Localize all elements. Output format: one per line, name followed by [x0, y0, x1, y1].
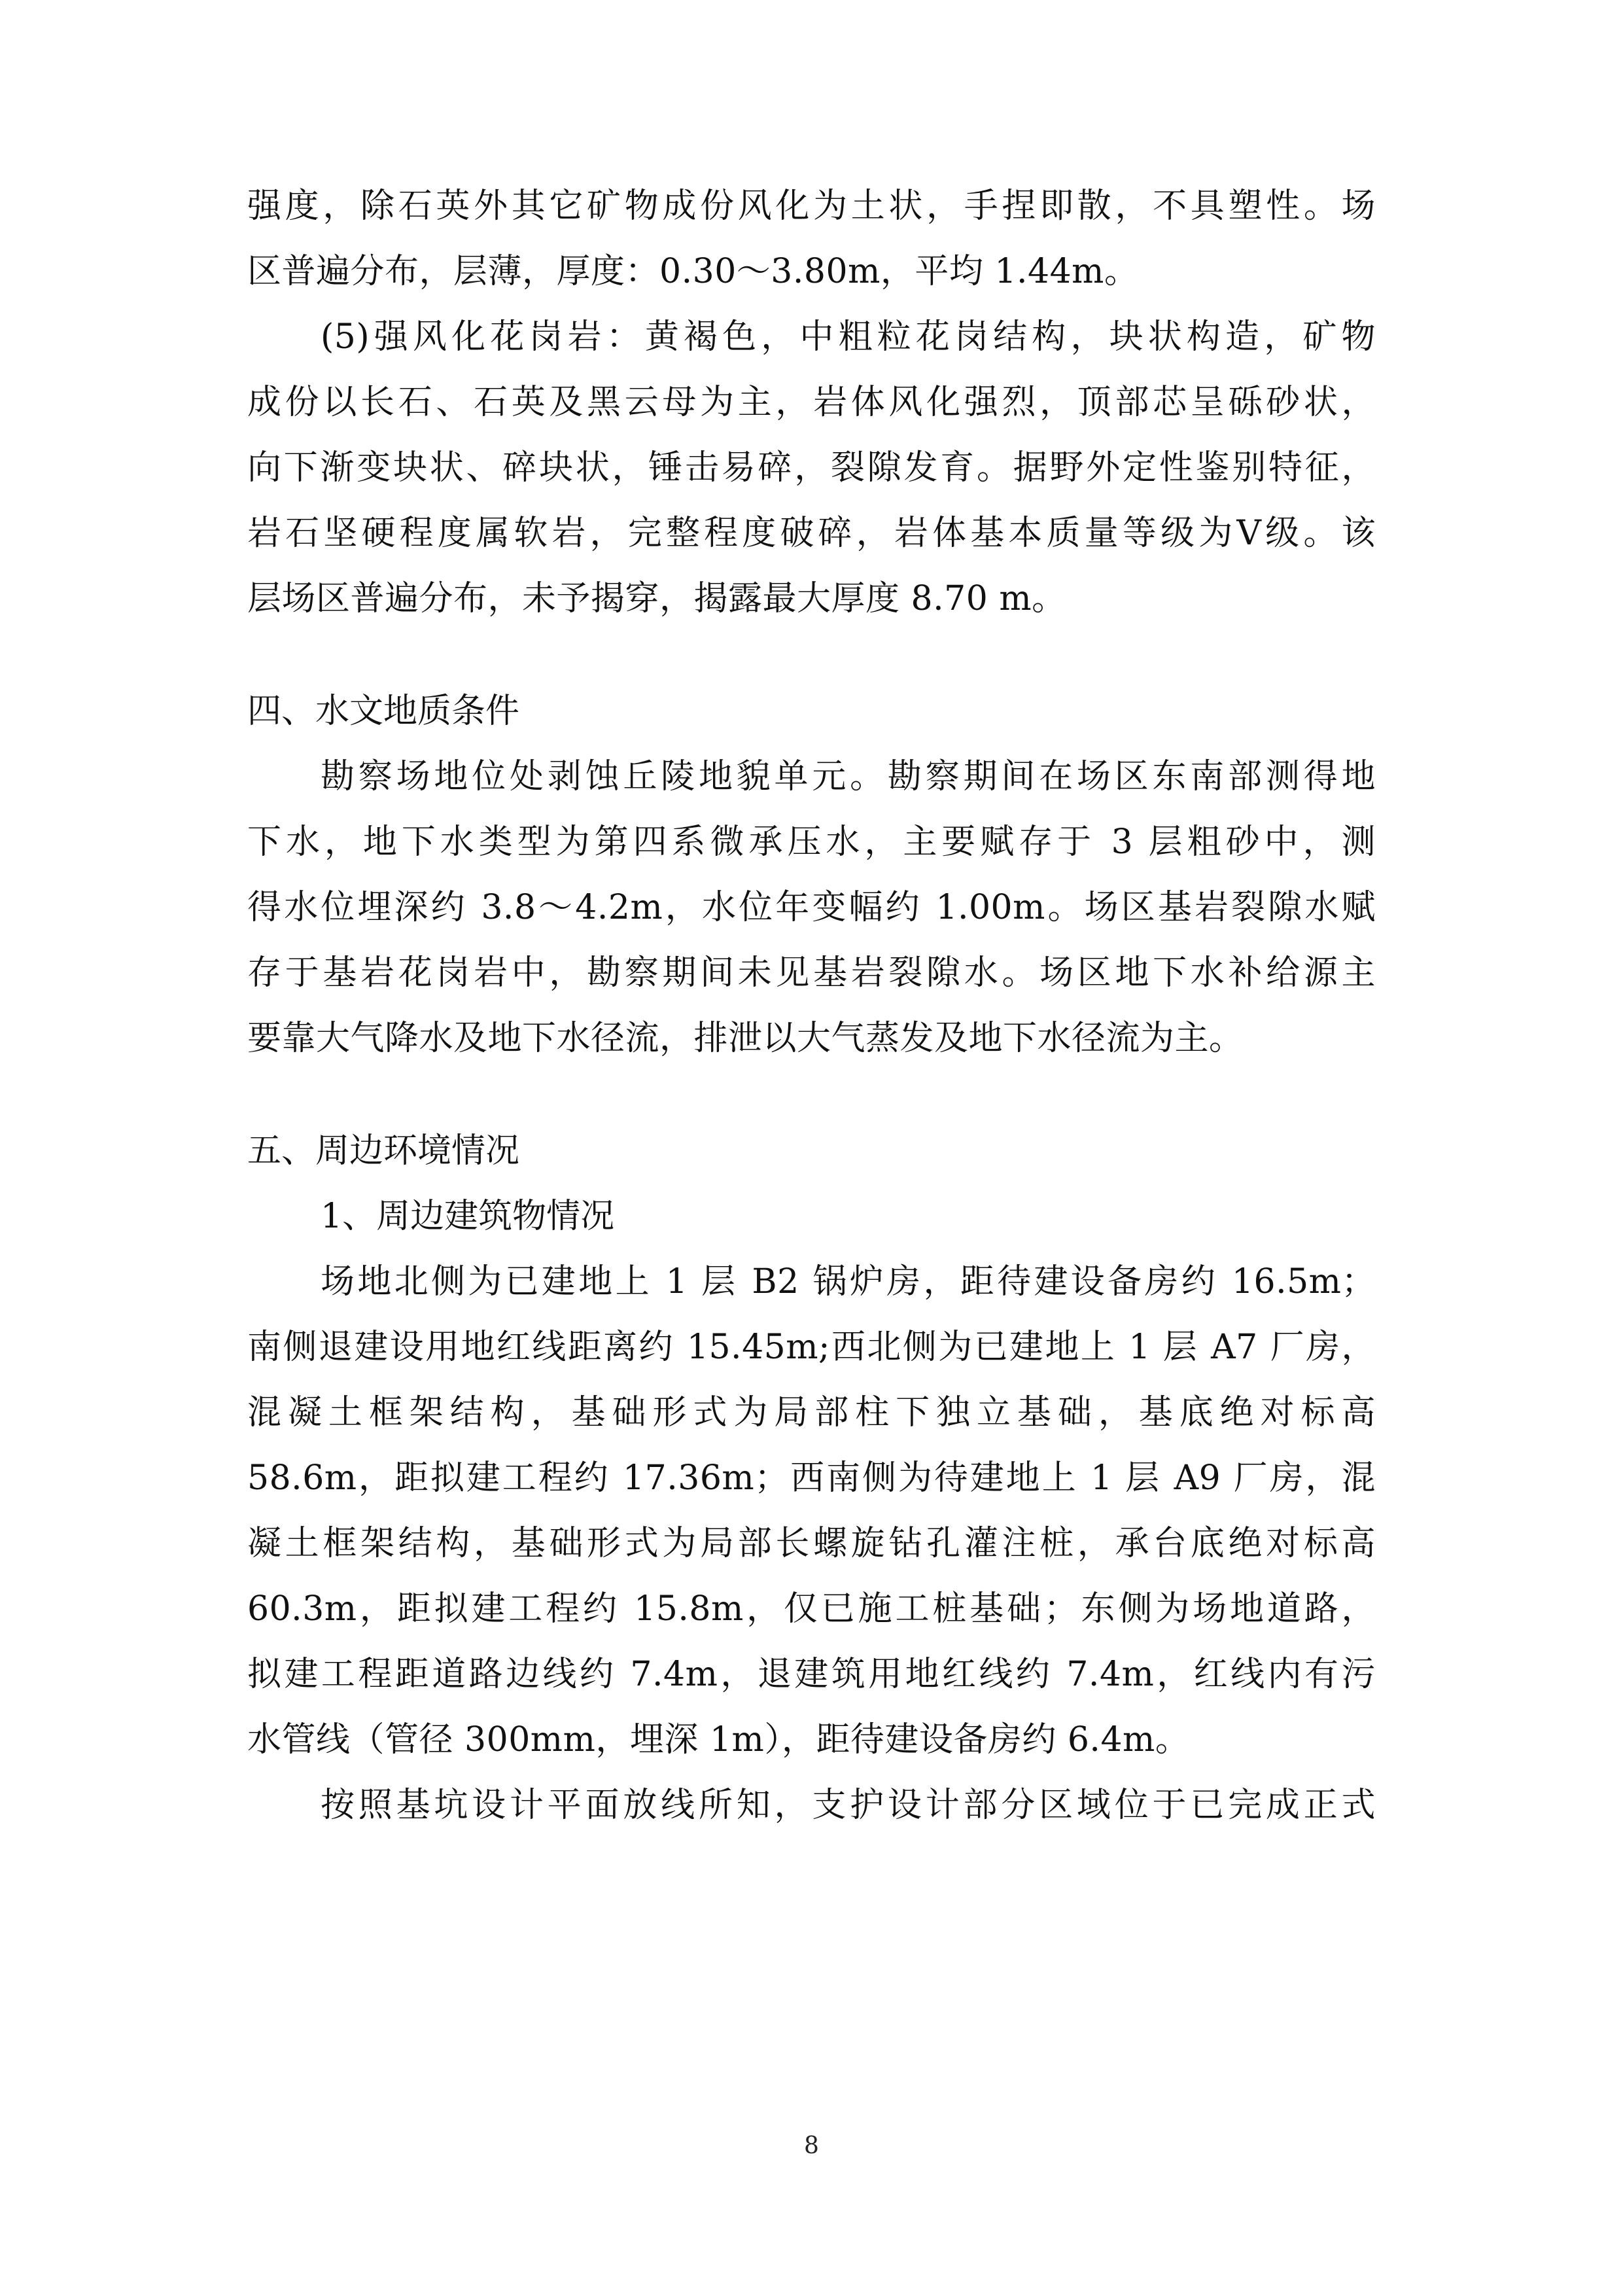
text-line: (5)强风化花岗岩：黄褐色，中粗粒花岗结构，块状构造，矿物	[321, 317, 1376, 357]
text-line: 水管线（管径 300mm，埋深 1m），距待建设备房约 6.4m。	[247, 1720, 1190, 1759]
text-line: 岩石坚硬程度属软岩，完整程度破碎，岩体基本质量等级为Ⅴ级。该	[247, 514, 1376, 553]
text-line: 向下渐变块状、碎块状，锤击易碎，裂隙发育。据野外定性鉴别特征，	[247, 448, 1376, 487]
text-line: 成份以长石、石英及黑云母为主，岩体风化强烈，顶部芯呈砾砂状，	[247, 383, 1376, 422]
text-line: 勘察场地位处剥蚀丘陵地貌单元。勘察期间在场区东南部测得地	[321, 757, 1376, 796]
paragraph-surrounding-buildings	[247, 1249, 1376, 1773]
paragraph-pit-design	[247, 1773, 1376, 1838]
paragraph-hydrogeology	[247, 744, 1376, 1071]
text-line: 存于基岩花岗岩中，勘察期间未见基岩裂隙水。场区地下水补给源主	[247, 953, 1376, 993]
section-gap	[247, 631, 1376, 679]
text-line: 凝土框架结构，基础形式为局部长螺旋钻孔灌注桩，承台底绝对标高	[247, 1524, 1376, 1563]
paragraph-strong-weathered-granite	[247, 304, 1376, 631]
text-line: 得水位埋深约 3.8～4.2m，水位年变幅约 1.00m。场区基岩裂隙水赋	[247, 888, 1376, 927]
paragraph-weathered-layer	[247, 173, 1376, 304]
text-line: 区普遍分布，层薄，厚度：0.30～3.80m，平均 1.44m。	[247, 252, 1139, 291]
text-line: 下水，地下水类型为第四系微承压水，主要赋存于 3 层粗砂中，测	[247, 822, 1376, 862]
text-line: 混凝土框架结构，基础形式为局部柱下独立基础，基底绝对标高	[247, 1393, 1376, 1432]
text-line: 60.3m，距拟建工程约 15.8m，仅已施工桩基础；东侧为场地道路，	[247, 1589, 1376, 1629]
text-line: 拟建工程距道路边线约 7.4m，退建筑用地红线约 7.4m，红线内有污	[247, 1655, 1376, 1694]
text-line: 南侧退建设用地红线距离约 15.45m;西北侧为已建地上 1 层 A7 厂房，	[247, 1328, 1376, 1367]
text-line: 58.6m，距拟建工程约 17.36m；西南侧为待建地上 1 层 A9 厂房，混	[247, 1458, 1376, 1498]
section-heading-surroundings: 五、周边环境情况	[247, 1131, 520, 1171]
text-line: 强度，除石英外其它矿物成份风化为土状，手捏即散，不具塑性。场	[247, 186, 1376, 226]
text-line: 场地北侧为已建地上 1 层 B2 锅炉房，距待建设备房约 16.5m；	[321, 1262, 1376, 1301]
text-line: 按照基坑设计平面放线所知，支护设计部分区域位于已完成正式	[321, 1786, 1376, 1825]
body-text	[247, 173, 1376, 1838]
section-heading-hydrogeology: 四、水文地质条件	[247, 692, 520, 731]
section-gap	[247, 1071, 1376, 1118]
subheading-surrounding-buildings: 1、周边建筑物情况	[321, 1197, 615, 1236]
page-number: 8	[804, 2132, 819, 2159]
text-line: 层场区普遍分布，未予揭穿，揭露最大厚度 8.70 m。	[247, 579, 1066, 618]
text-line: 要靠大气降水及地下水径流，排泄以大气蒸发及地下水径流为主。	[247, 1019, 1244, 1058]
